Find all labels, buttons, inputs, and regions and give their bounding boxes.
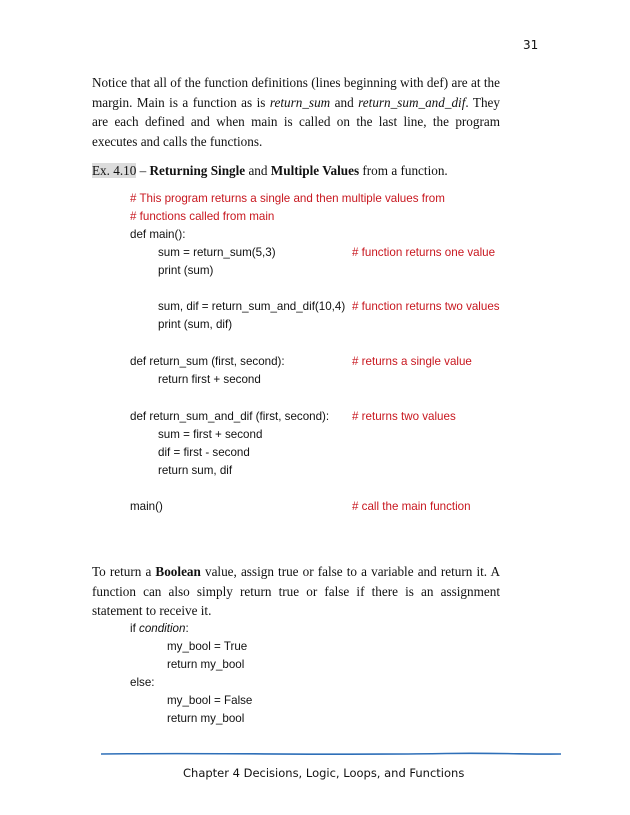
code-comment-line: # This program returns a single and then multiple values from <box>130 192 445 205</box>
boolean-paragraph: To return a Boolean value, assign true or false to a variable and return it. A function can also simply return true or false if there is an assignment statement to receive it. <box>92 564 500 618</box>
code-line: def return_sum (first, second): <box>130 355 285 368</box>
code-line: return sum, dif <box>158 464 233 477</box>
code-line: return my_bool <box>167 658 245 671</box>
code-line: return my_bool <box>167 712 245 725</box>
code-line: sum = first + second <box>158 428 263 441</box>
code-line: sum, dif = return_sum_and_dif(10,4) <box>158 300 346 313</box>
code-comment: # function returns two values <box>352 300 500 313</box>
intro-paragraph: Notice that all of the function definitions (lines beginning with def) are at the margin. Main is a function as is return_sum and return_sum_and_dif. They are each defined and when main is called on the last line, the program executes and calls the functions. <box>92 75 500 149</box>
boolean-term: Boolean <box>155 564 201 579</box>
code-line: print (sum) <box>158 264 214 277</box>
example-heading: Ex. 4.10 – Returning Single and Multiple Values from a function. <box>92 163 448 178</box>
footer-divider <box>101 752 561 756</box>
code-line: my_bool = True <box>167 640 248 653</box>
code-line: main() <box>130 500 163 513</box>
page-number: 31 <box>523 38 539 52</box>
condition-placeholder: condition <box>139 622 186 635</box>
return-sum-term: return_sum <box>269 94 331 110</box>
code-comment: # call the main function <box>352 500 471 513</box>
code-comment: # returns two values <box>352 410 456 423</box>
code-comment: # function returns one value <box>352 246 496 259</box>
code-comment-line: # functions called from main <box>130 210 275 223</box>
code-line: sum = return_sum(5,3) <box>158 246 276 259</box>
code-line: def return_sum_and_dif (first, second): <box>130 410 330 423</box>
example-number: Ex. 4.10 <box>92 163 137 178</box>
code-line: my_bool = False <box>167 694 253 707</box>
footer-chapter-title: Chapter 4 Decisions, Logic, Loops, and Functions <box>183 766 465 780</box>
return-sum-and-dif-term: return_sum_and_dif <box>358 94 466 110</box>
code-line: print (sum, dif) <box>158 318 233 331</box>
code-line: def main(): <box>130 228 186 241</box>
code-comment: # returns a single value <box>352 355 472 368</box>
code-line-if: if condition: <box>130 622 189 635</box>
code-line: dif = first - second <box>158 446 250 459</box>
code-line: return first + second <box>158 373 261 386</box>
code-line: else: <box>130 676 155 689</box>
